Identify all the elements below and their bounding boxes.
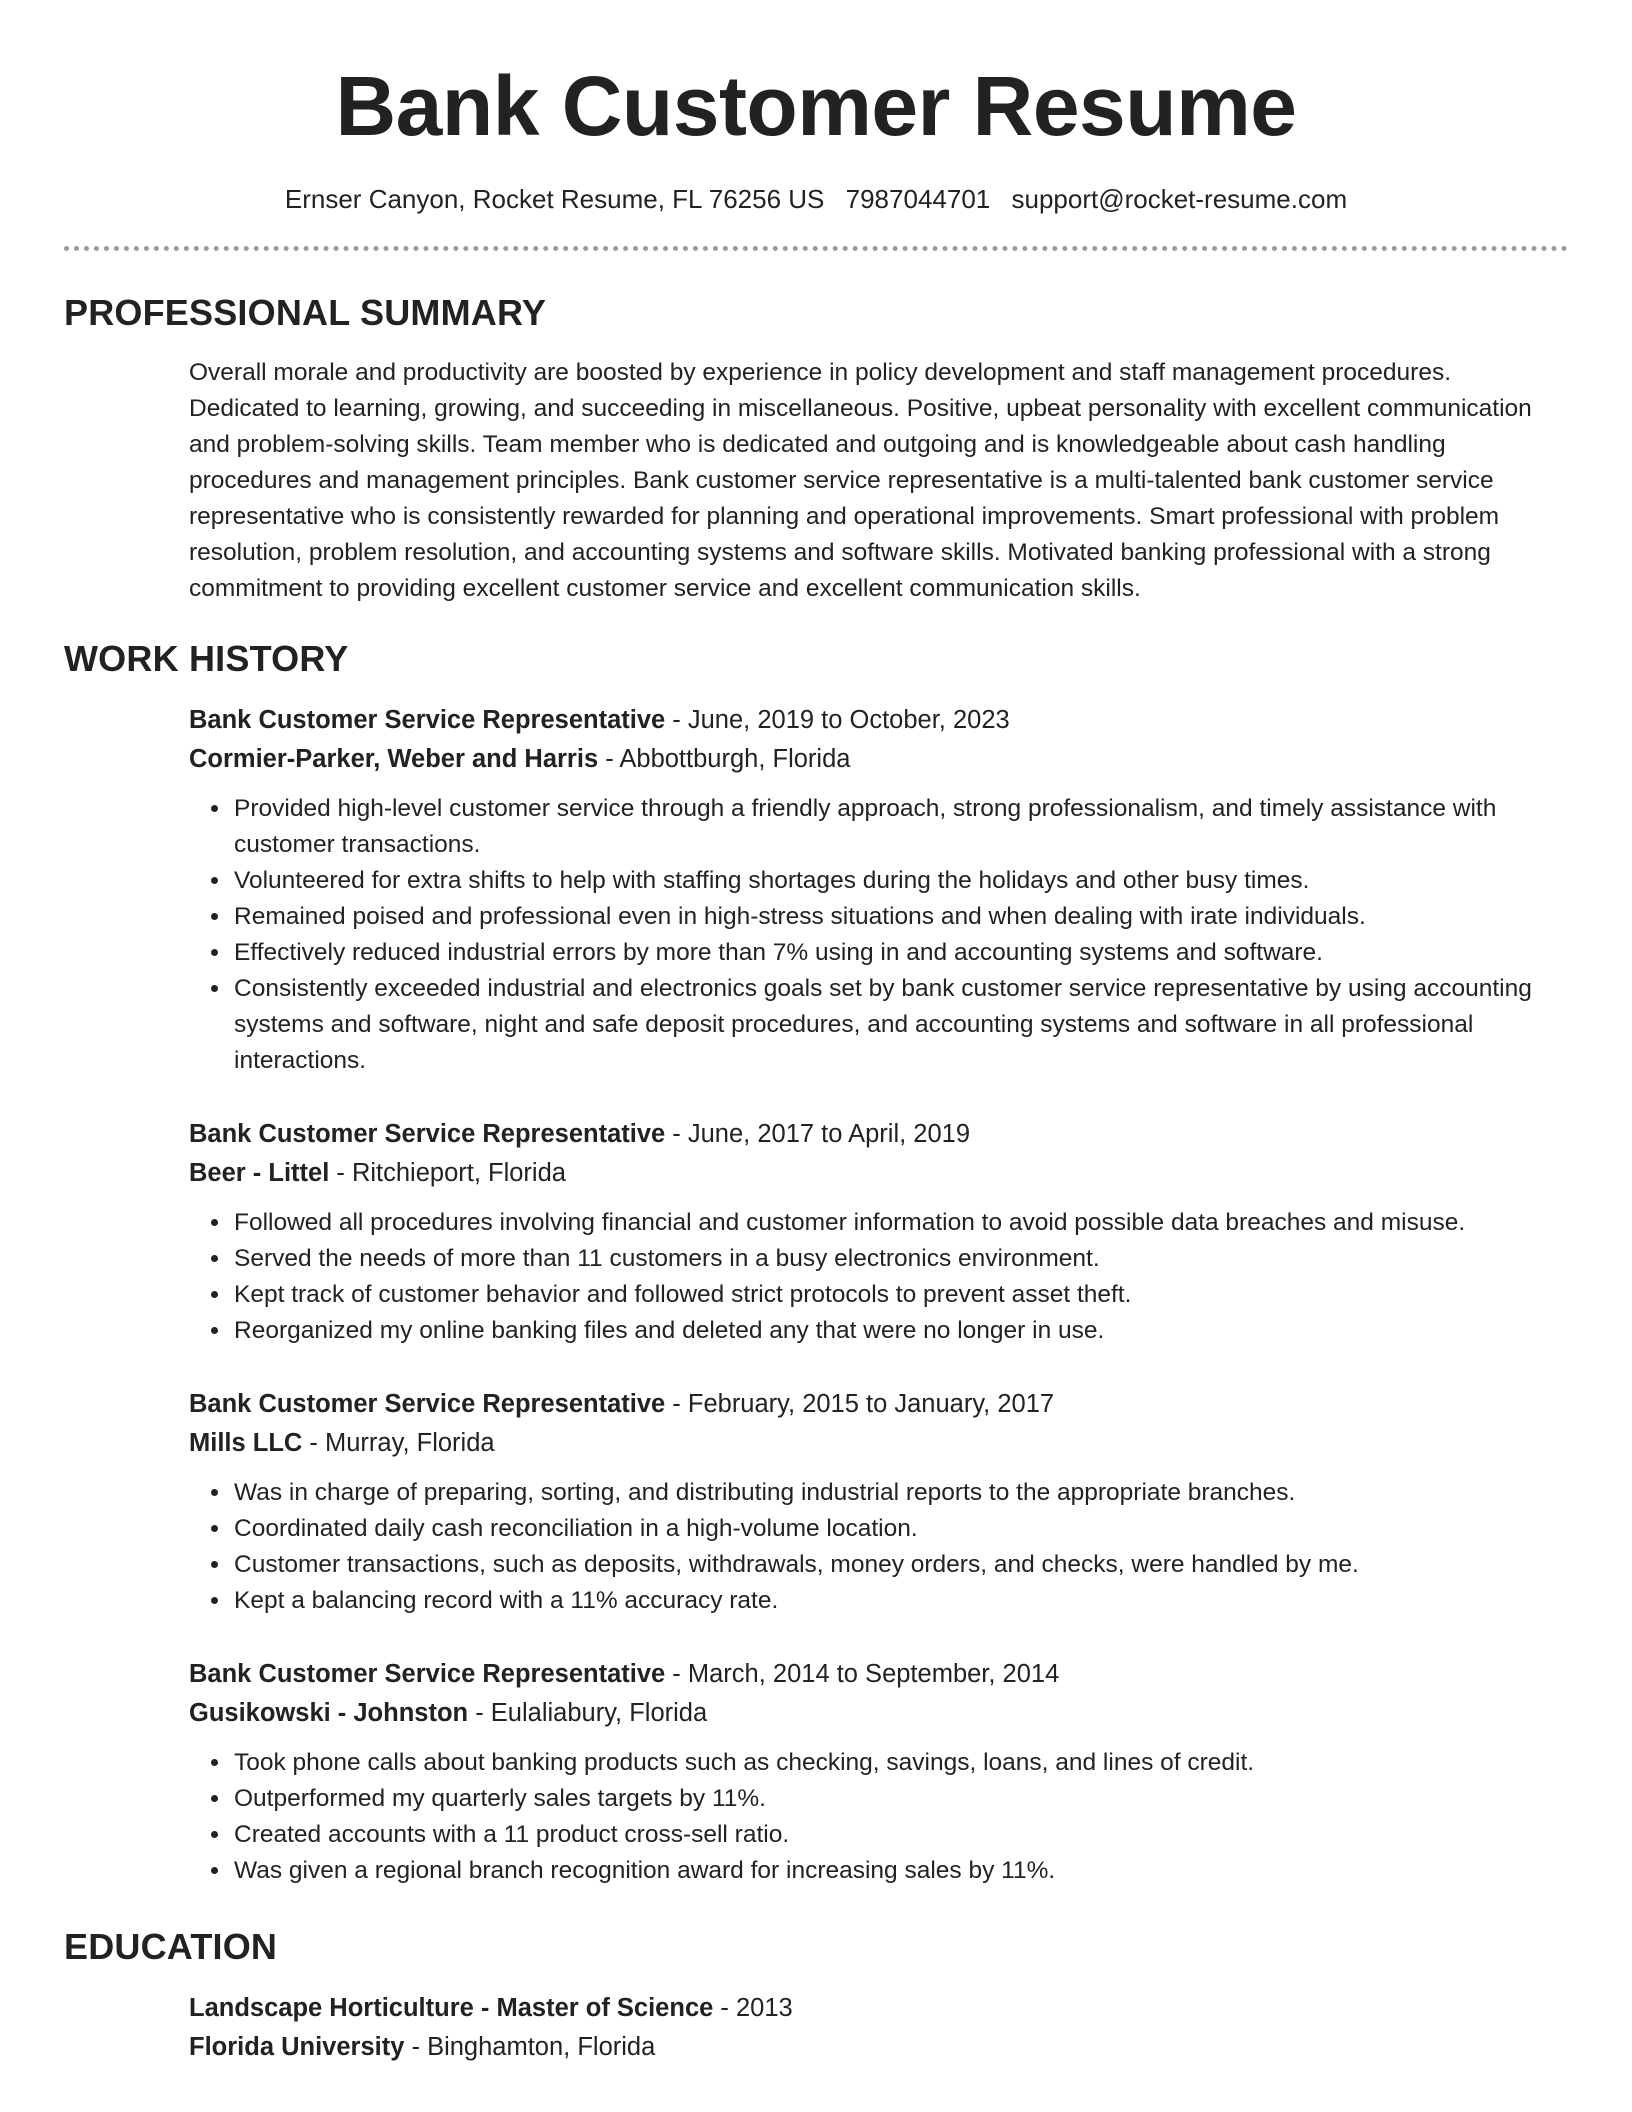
header-divider	[64, 246, 1568, 251]
education-school: Florida University	[189, 2033, 405, 2061]
job-bullets	[189, 1745, 1568, 1889]
summary-heading: PROFESSIONAL SUMMARY	[64, 292, 547, 333]
job-bullet: • Was given a regional branch recognition award for increasing sales by 11%.	[232, 1853, 1568, 1889]
education-degree-line	[189, 1989, 1568, 2028]
job-role: Bank Customer Service Representative	[189, 706, 666, 734]
job-bullet: • Outperformed my quarterly sales targets by 11%.	[232, 1781, 1568, 1817]
job-location: - Ritchieport, Florida	[329, 1159, 566, 1187]
summary-section	[64, 291, 1568, 607]
contact-phone: 7987044701	[845, 184, 991, 214]
job-bullet: • Coordinated daily cash reconciliation in a high-volume location.	[232, 1511, 1568, 1547]
job-bullet: • Was in charge of preparing, sorting, and distributing industrial reports to the appropriate branches.	[232, 1475, 1568, 1511]
job-bullet: • Provided high-level customer service through a friendly approach, strong professionalism, and timely assistance with customer transactions.	[232, 791, 1568, 863]
job-bullet: • Created accounts with a 11 product cross-sell ratio.	[232, 1817, 1568, 1853]
job-role-line	[189, 701, 1568, 740]
job-bullet: • Reorganized my online banking files and deleted any that were no longer in use.	[232, 1313, 1568, 1349]
job-company-line	[189, 1694, 1568, 1733]
education-section	[64, 1925, 1568, 2067]
work-history-section	[64, 637, 1568, 1889]
job-bullet: • Kept a balancing record with a 11% accuracy rate.	[232, 1583, 1568, 1619]
job-bullets	[189, 1475, 1568, 1619]
job-bullet: • Customer transactions, such as deposits, withdrawals, money orders, and checks, were handled by me.	[232, 1547, 1568, 1583]
contact-line	[64, 182, 1568, 216]
education-location: - Binghamton, Florida	[404, 2033, 656, 2061]
summary-body	[189, 355, 1568, 607]
job-entry	[189, 701, 1568, 1079]
job-dates: - February, 2015 to January, 2017	[665, 1390, 1055, 1418]
job-bullet: • Consistently exceeded industrial and electronics goals set by bank customer service representative by using accounting systems and software, night and safe deposit procedures, and accounting systems and software in all professional interactions.	[232, 971, 1568, 1079]
job-role-line	[189, 1385, 1568, 1424]
job-company-line	[189, 740, 1568, 779]
job-dates: - June, 2019 to October, 2023	[665, 706, 1010, 734]
education-body	[189, 1989, 1568, 2067]
education-school-line	[189, 2028, 1568, 2067]
education-year: - 2013	[713, 1994, 793, 2022]
job-entry	[189, 1385, 1568, 1619]
job-location: - Eulaliabury, Florida	[468, 1699, 708, 1727]
job-bullet: • Served the needs of more than 11 customers in a busy electronics environment.	[232, 1241, 1568, 1277]
contact-email: support@rocket-resume.com	[1011, 184, 1348, 214]
job-location: - Abbottburgh, Florida	[598, 745, 851, 773]
job-bullets	[189, 791, 1568, 1079]
job-bullets	[189, 1205, 1568, 1349]
work-history-heading: WORK HISTORY	[64, 638, 349, 679]
contact-address: Ernser Canyon, Rocket Resume, FL 76256 US	[284, 184, 825, 214]
job-company: Cormier-Parker, Weber and Harris	[189, 745, 599, 773]
job-dates: - June, 2017 to April, 2019	[665, 1120, 971, 1148]
education-heading: EDUCATION	[64, 1926, 278, 1967]
job-company: Gusikowski - Johnston	[189, 1699, 469, 1727]
job-bullet: • Kept track of customer behavior and followed strict protocols to prevent asset theft.	[232, 1277, 1568, 1313]
job-company: Mills LLC	[189, 1429, 303, 1457]
job-company: Beer - Littel	[189, 1159, 330, 1187]
job-bullet: • Took phone calls about banking products such as checking, savings, loans, and lines of credit.	[232, 1745, 1568, 1781]
job-role-line	[189, 1655, 1568, 1694]
job-role-line	[189, 1115, 1568, 1154]
summary-text: Overall morale and productivity are boosted by experience in policy development and staff management procedures. Dedicated to learning, growing, and succeeding in miscellaneous. Positive, upbeat personality with excellent communication and problem-solving skills. Team member who is dedicated and outgoing and is knowledgeable about cash handling procedures and management principles. Bank customer service representative is a multi-talented bank customer service representative who is consistently rewarded for planning and operational improvements. Smart professional with problem resolution, problem resolution, and accounting systems and software skills. Motivated banking professional with a strong commitment to providing excellent customer service and excellent communication skills.	[189, 359, 1532, 602]
job-dates: - March, 2014 to September, 2014	[665, 1660, 1060, 1688]
job-bullet: • Followed all procedures involving financial and customer information to avoid possible data breaches and misuse.	[232, 1205, 1568, 1241]
job-entry	[189, 1115, 1568, 1349]
education-degree: Landscape Horticulture - Master of Science	[189, 1994, 714, 2022]
job-bullet: • Effectively reduced industrial errors by more than 7% using in and accounting systems and software.	[232, 935, 1568, 971]
job-role: Bank Customer Service Representative	[189, 1660, 666, 1688]
job-role: Bank Customer Service Representative	[189, 1120, 666, 1148]
job-location: - Murray, Florida	[302, 1429, 495, 1457]
job-bullet: • Remained poised and professional even in high-stress situations and when dealing with irate individuals.	[232, 899, 1568, 935]
job-company-line	[189, 1154, 1568, 1193]
work-history-body	[189, 701, 1568, 1889]
job-bullet: • Volunteered for extra shifts to help with staffing shortages during the holidays and other busy times.	[232, 863, 1568, 899]
job-entry	[189, 1655, 1568, 1889]
job-role: Bank Customer Service Representative	[189, 1390, 666, 1418]
job-company-line	[189, 1424, 1568, 1463]
resume-title: Bank Customer Resume	[335, 59, 1297, 153]
